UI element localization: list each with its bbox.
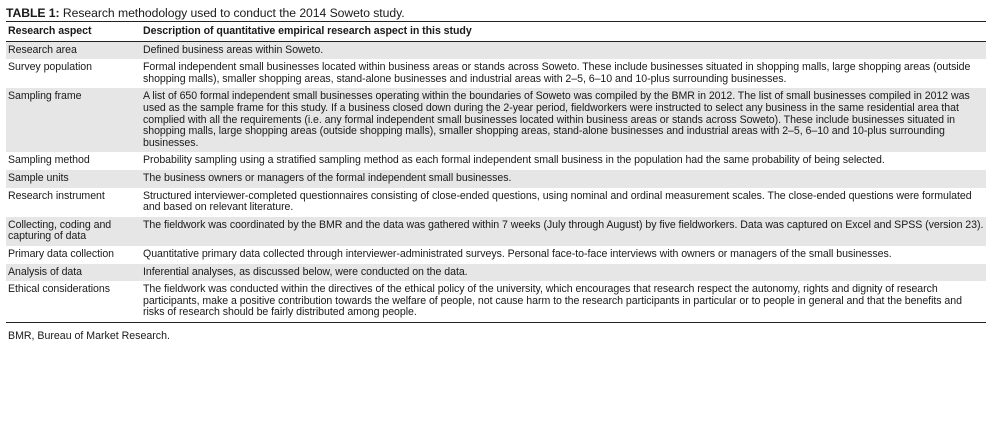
row-description: Structured interviewer-completed questionnaires consisting of close-ended questions, using nominal and ordinal measurement scales. The close-ended questions were formulated and based on relevant literature. [143,189,972,214]
table-caption [6,5,986,21]
table-row [6,170,986,188]
row-aspect: Collecting, coding and capturing of data [8,218,112,243]
table-caption-label: TABLE 1: [6,6,60,20]
table-row [6,59,986,88]
table-row [6,188,986,217]
table-row [6,217,986,246]
row-aspect: Sample units [8,171,69,184]
row-description: The business owners or managers of the formal independent small businesses. [143,171,512,184]
row-aspect: Research area [8,43,77,56]
row-aspect: Sampling method [8,154,90,167]
table-figure [6,0,986,342]
methodology-table [6,21,986,323]
table-row [6,264,986,282]
row-aspect: Primary data collection [8,247,115,260]
row-description: Formal independent small businesses located within business areas or stands across Soweto. These include businesses situated in shopping malls, large shopping areas (outside shopping malls), smaller shopping areas, stand-alone businesses and industrial areas with 2–5, 6–10 and 10-plus surrounding businesses. [143,61,971,85]
row-aspect: Ethical considerations [8,283,110,296]
table-row [6,41,986,59]
row-description: Probability sampling using a stratified sampling method as each formal independent small business in the population had the same probability of being selected. [143,154,885,167]
table-caption-text: Research methodology used to conduct the 2014 Soweto study. [59,6,405,20]
table-row [6,152,986,170]
row-description: Inferential analyses, as discussed below, were conducted on the data. [143,265,468,278]
row-description: Quantitative primary data collected through interviewer-administrated surveys. Personal face-to-face interviews with owners or managers of the small businesses. [143,247,892,260]
row-aspect: Sampling frame [8,90,82,103]
row-aspect: Survey population [8,61,92,74]
table-row [6,246,986,264]
table-footnote: BMR, Bureau of Market Research. [8,329,170,342]
header-description: Description of quantitative empirical research aspect in this study [143,25,472,37]
row-description: A list of 650 formal independent small businesses operating within the boundaries of Soweto was compiled by the BMR in 2012. The list of small businesses compiled in 2012 was used as the sample frame for this study. If a business closed down during the 2-year period, fieldworkers were instructed to select any business in the same residential area that complied with all the requirements (i.e. any formal independent small businesses located within business areas or stands across Soweto). These include businesses situated in shopping malls, large shopping areas (outside shopping malls), smaller shopping areas, stand-alone businesses and industrial areas with 2–5, 6–10 and 10-plus surrounding businesses. [143,90,970,149]
row-aspect: Research instrument [8,189,105,202]
row-description: The fieldwork was coordinated by the BMR and the data was gathered within 7 weeks (July through August) by five fieldworkers. Data was captured on Excel and SPSS (version 23). [143,218,984,231]
row-description: Defined business areas within Soweto. [143,43,324,56]
header-research-aspect: Research aspect [8,25,92,37]
table-header-row [6,22,986,42]
table-row [6,281,986,322]
row-aspect: Analysis of data [8,265,82,278]
table-row [6,88,986,152]
row-description: The fieldwork was conducted within the directives of the ethical policy of the university, which encourages that research respect the autonomy, rights and dignity of research participants, make a positive contribution towards the welfare of people, not cause harm to the research participants in particular or to people in general and that the benefits and risks of research should be fairly distributed among people. [143,283,962,319]
